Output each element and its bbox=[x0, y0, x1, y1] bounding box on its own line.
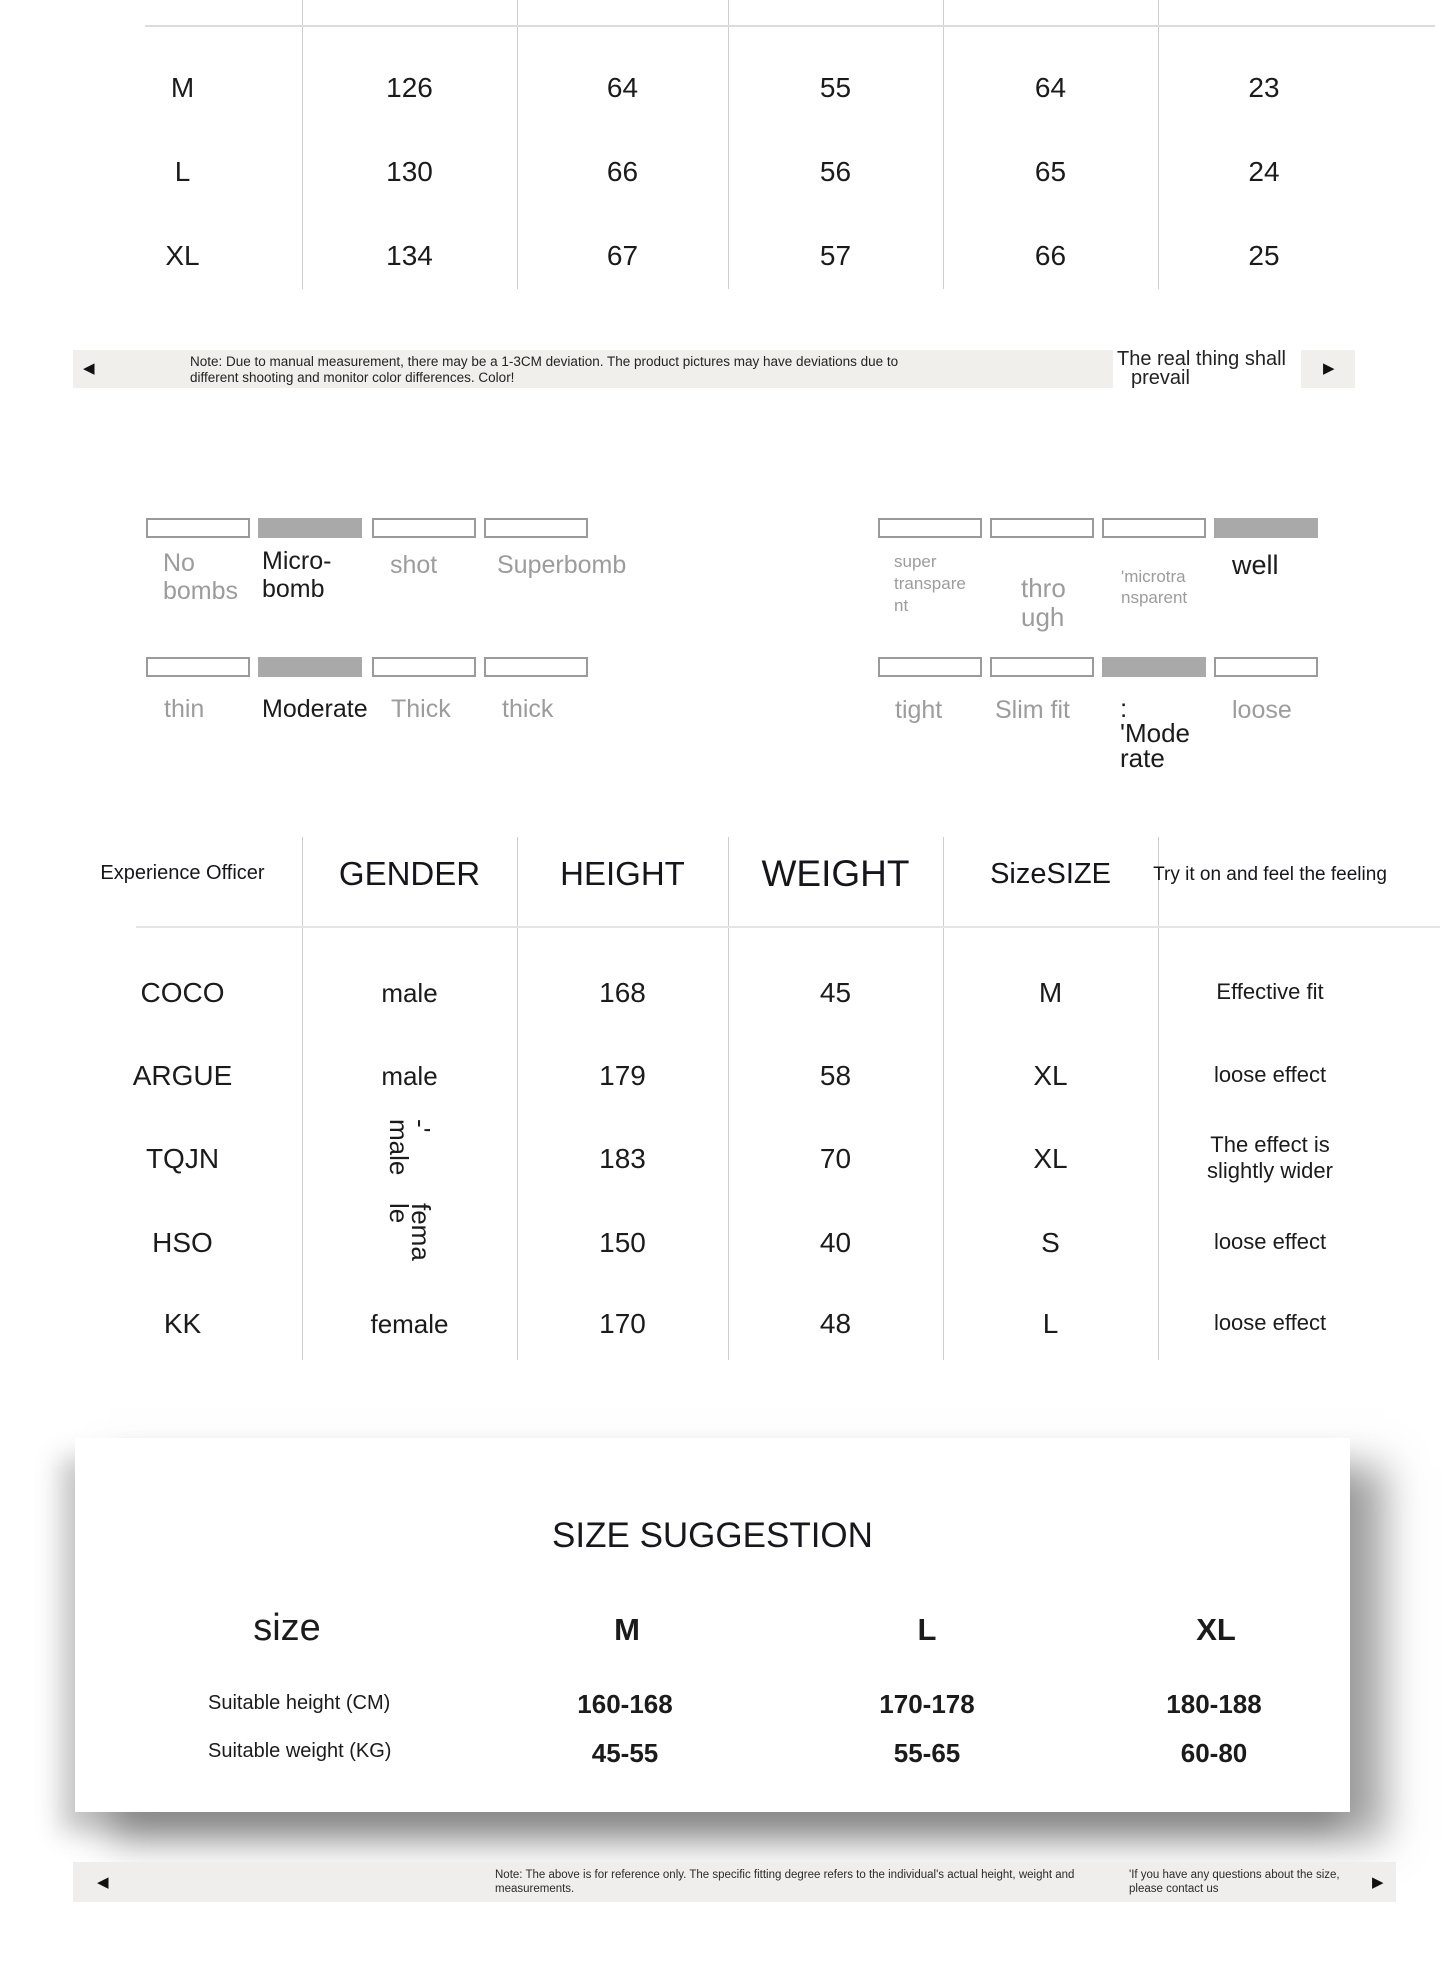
label-line: ugh bbox=[1021, 602, 1065, 632]
fit-selected-box bbox=[1102, 657, 1206, 677]
officer-height: 183 bbox=[599, 1143, 646, 1174]
label-line: : bbox=[1120, 693, 1128, 723]
suitable-weight-value: 55-65 bbox=[893, 1738, 961, 1768]
officer-weight: 40 bbox=[819, 1227, 852, 1258]
thickness-option-label bbox=[502, 695, 553, 723]
officer-size: XL bbox=[1033, 1143, 1068, 1174]
fit-option-box bbox=[990, 657, 1094, 677]
reference-note-bar bbox=[73, 1862, 1396, 1902]
officer-feel bbox=[1170, 979, 1370, 1005]
officer-gender: male bbox=[381, 978, 438, 1008]
size-row-label: L bbox=[174, 156, 191, 187]
size-cell: 134 bbox=[386, 240, 433, 271]
contact-note-text bbox=[1129, 1868, 1369, 1896]
transparency-option-label bbox=[1121, 566, 1187, 608]
transparency-option-box bbox=[878, 518, 982, 538]
size-suggestion-size-xl: XL bbox=[1196, 1612, 1236, 1647]
officer-name: COCO bbox=[140, 977, 225, 1008]
label-line: super bbox=[894, 552, 937, 571]
size-row-label: M bbox=[170, 72, 195, 103]
elasticity-option-box bbox=[146, 518, 250, 538]
size-suggestion-col-header: size bbox=[253, 1607, 321, 1649]
label-line: nt bbox=[894, 596, 909, 615]
label-line: Thick bbox=[391, 695, 451, 723]
officer-name: KK bbox=[163, 1308, 202, 1339]
thickness-option-label bbox=[391, 695, 451, 723]
size-suggestion-title: SIZE SUGGESTION bbox=[552, 1516, 873, 1555]
elasticity-option-label bbox=[390, 551, 437, 579]
fit-selected-label bbox=[1120, 693, 1191, 773]
gender-line: fema bbox=[405, 1203, 436, 1261]
officer-feel bbox=[1170, 1229, 1370, 1255]
suitable-weight-value: 45-55 bbox=[591, 1738, 659, 1768]
label-line: bombs bbox=[163, 577, 239, 605]
officer-feel bbox=[1170, 1310, 1370, 1336]
size-cell: 23 bbox=[1248, 72, 1280, 103]
table-column-divider bbox=[1158, 837, 1159, 1360]
fit-option-label bbox=[895, 696, 942, 724]
size-cell: 130 bbox=[386, 156, 433, 187]
label-line: Micro- bbox=[262, 547, 332, 575]
suitable-weight-value: 60-80 bbox=[1180, 1738, 1248, 1768]
officer-name: ARGUE bbox=[132, 1060, 233, 1091]
transparency-option-label bbox=[894, 551, 966, 617]
officer-size: M bbox=[1038, 977, 1063, 1008]
table-column-divider bbox=[728, 837, 729, 1360]
size-cell: 25 bbox=[1248, 240, 1280, 271]
label-line: thick bbox=[502, 695, 554, 723]
officer-name: TQJN bbox=[145, 1143, 220, 1174]
officer-height: 170 bbox=[599, 1308, 646, 1339]
note-line: 'If you have any questions about the size, bbox=[1129, 1869, 1340, 1881]
table-column-divider bbox=[517, 837, 518, 1360]
transparency-selected-label bbox=[1232, 551, 1279, 579]
officer-name: HSO bbox=[152, 1227, 213, 1258]
elasticity-option-box bbox=[484, 518, 588, 538]
note-line: Note: The above is for reference only. The specific fitting degree refers to the individual's actual height, weight and bbox=[495, 1869, 1075, 1881]
label-line: loose bbox=[1232, 696, 1292, 724]
elasticity-option-label bbox=[497, 551, 626, 579]
label-line: thin bbox=[164, 695, 205, 723]
elasticity-option-label bbox=[163, 549, 238, 605]
officer-weight: 70 bbox=[819, 1143, 852, 1174]
column-header-weight: WEIGHT bbox=[761, 853, 910, 894]
size-cell: 66 bbox=[1034, 240, 1067, 271]
gender-line: -' bbox=[405, 1119, 436, 1133]
measurement-note-bar bbox=[73, 350, 1355, 388]
suitable-height-value: 170-178 bbox=[879, 1689, 975, 1719]
table-column-divider bbox=[943, 837, 944, 1360]
label-line: shot bbox=[390, 551, 438, 579]
fit-option-label bbox=[995, 696, 1070, 724]
carousel-left-arrow-icon[interactable]: ◀ bbox=[83, 360, 95, 377]
officer-size: L bbox=[1042, 1308, 1059, 1339]
thickness-option-box bbox=[484, 657, 588, 677]
transparency-option-box bbox=[990, 518, 1094, 538]
measurement-note-text bbox=[190, 354, 1130, 386]
label-line: Superbomb bbox=[497, 551, 627, 579]
elasticity-selected-box bbox=[258, 518, 362, 538]
size-suggestion-size-l: L bbox=[917, 1612, 937, 1647]
size-cell: 24 bbox=[1248, 156, 1280, 187]
fit-option-box bbox=[878, 657, 982, 677]
suitable-weight-label: Suitable weight (KG) bbox=[208, 1740, 392, 1762]
transparency-selected-box bbox=[1214, 518, 1318, 538]
size-cell: 55 bbox=[819, 72, 852, 103]
suitable-height-label: Suitable height (CM) bbox=[208, 1692, 391, 1714]
officer-gender: male bbox=[381, 1061, 438, 1091]
column-header-gender: GENDER bbox=[338, 855, 481, 892]
officer-feel bbox=[1170, 1062, 1370, 1088]
label-line: bomb bbox=[262, 575, 325, 603]
feel-line: slightly wider bbox=[1207, 1158, 1333, 1183]
column-header-size: SizeSIZE bbox=[990, 858, 1111, 890]
label-line: Slim fit bbox=[995, 696, 1070, 724]
table-header-rule bbox=[145, 25, 1435, 27]
label-line: rate bbox=[1120, 743, 1165, 773]
note-line: Note: Due to manual measurement, there may be a 1-3CM deviation. The product pictures may have deviations due to bbox=[190, 354, 899, 369]
label-line: transpare bbox=[894, 574, 966, 593]
fit-option-box bbox=[1214, 657, 1318, 677]
officer-gender-rotated bbox=[302, 1119, 517, 1177]
label-line: 'Mode bbox=[1120, 718, 1191, 748]
column-header-height: HEIGHT bbox=[560, 855, 685, 892]
officer-size: XL bbox=[1033, 1060, 1068, 1091]
rotated-gender-text bbox=[383, 1119, 436, 1191]
column-header-feel: Try it on and feel the feeling bbox=[1153, 864, 1387, 885]
size-cell: 126 bbox=[386, 72, 433, 103]
label-line: 'microtra bbox=[1121, 567, 1186, 586]
officer-gender-rotated bbox=[302, 1203, 517, 1261]
suitable-height-value: 160-168 bbox=[577, 1689, 673, 1719]
officer-size: S bbox=[1041, 1227, 1060, 1258]
label-line: No bbox=[163, 549, 195, 577]
note-line: The real thing shall bbox=[1117, 348, 1286, 370]
label-line: well bbox=[1232, 550, 1279, 580]
carousel-right-arrow-icon[interactable]: ▶ bbox=[1323, 360, 1335, 377]
size-cell: 65 bbox=[1034, 156, 1067, 187]
feel-line: loose effect bbox=[1213, 1062, 1327, 1087]
officer-gender: female bbox=[370, 1309, 449, 1339]
officer-height: 179 bbox=[599, 1060, 646, 1091]
size-cell: 66 bbox=[606, 156, 639, 187]
size-suggestion-size-m: M bbox=[614, 1612, 640, 1647]
size-cell: 67 bbox=[606, 240, 639, 271]
note-line: measurements. bbox=[495, 1883, 575, 1895]
note-line: please contact us bbox=[1129, 1883, 1219, 1895]
carousel-left-arrow-icon[interactable]: ◀ bbox=[97, 1874, 109, 1891]
elasticity-option-box bbox=[372, 518, 476, 538]
gender-line: male bbox=[383, 1119, 414, 1176]
feel-line: loose effect bbox=[1213, 1310, 1327, 1335]
note-line: different shooting and monitor color differences. Color! bbox=[190, 370, 515, 385]
label-line: nsparent bbox=[1121, 588, 1188, 607]
transparency-option-box bbox=[1102, 518, 1206, 538]
officer-height: 168 bbox=[599, 977, 646, 1008]
thickness-selected-label bbox=[262, 695, 368, 723]
size-cell: 64 bbox=[606, 72, 639, 103]
feel-line: loose effect bbox=[1213, 1229, 1327, 1254]
carousel-right-arrow-icon[interactable]: ▶ bbox=[1372, 1874, 1384, 1891]
size-cell: 64 bbox=[1034, 72, 1067, 103]
label-line: thro bbox=[1021, 573, 1066, 603]
suitable-height-value: 180-188 bbox=[1166, 1689, 1262, 1719]
note-highlight-text bbox=[1117, 350, 1286, 388]
column-header-officer: Experience Officer bbox=[100, 862, 265, 884]
thickness-option-box bbox=[146, 657, 250, 677]
elasticity-selected-label bbox=[262, 547, 331, 603]
fit-option-label bbox=[1232, 696, 1292, 724]
label-line: tight bbox=[895, 696, 943, 724]
officer-weight: 45 bbox=[819, 977, 852, 1008]
thickness-option-label bbox=[164, 695, 204, 723]
rotated-gender-text bbox=[383, 1203, 436, 1275]
officer-weight: 48 bbox=[819, 1308, 852, 1339]
gender-line: le bbox=[383, 1203, 414, 1224]
note-line: prevail bbox=[1131, 367, 1190, 389]
reference-note-text bbox=[495, 1868, 1145, 1896]
feel-line: The effect is bbox=[1210, 1132, 1330, 1157]
label-line: Moderate bbox=[262, 695, 368, 723]
size-cell: 57 bbox=[819, 240, 852, 271]
size-row-label: XL bbox=[165, 240, 200, 271]
table-header-rule bbox=[136, 926, 1440, 928]
transparency-option-label bbox=[1021, 574, 1066, 632]
officer-height: 150 bbox=[599, 1227, 646, 1258]
thickness-selected-box bbox=[258, 657, 362, 677]
feel-line: Effective fit bbox=[1216, 979, 1324, 1004]
table-column-divider bbox=[302, 837, 303, 1360]
thickness-option-box bbox=[372, 657, 476, 677]
officer-feel bbox=[1170, 1132, 1370, 1184]
officer-weight: 58 bbox=[819, 1060, 852, 1091]
size-cell: 56 bbox=[819, 156, 852, 187]
